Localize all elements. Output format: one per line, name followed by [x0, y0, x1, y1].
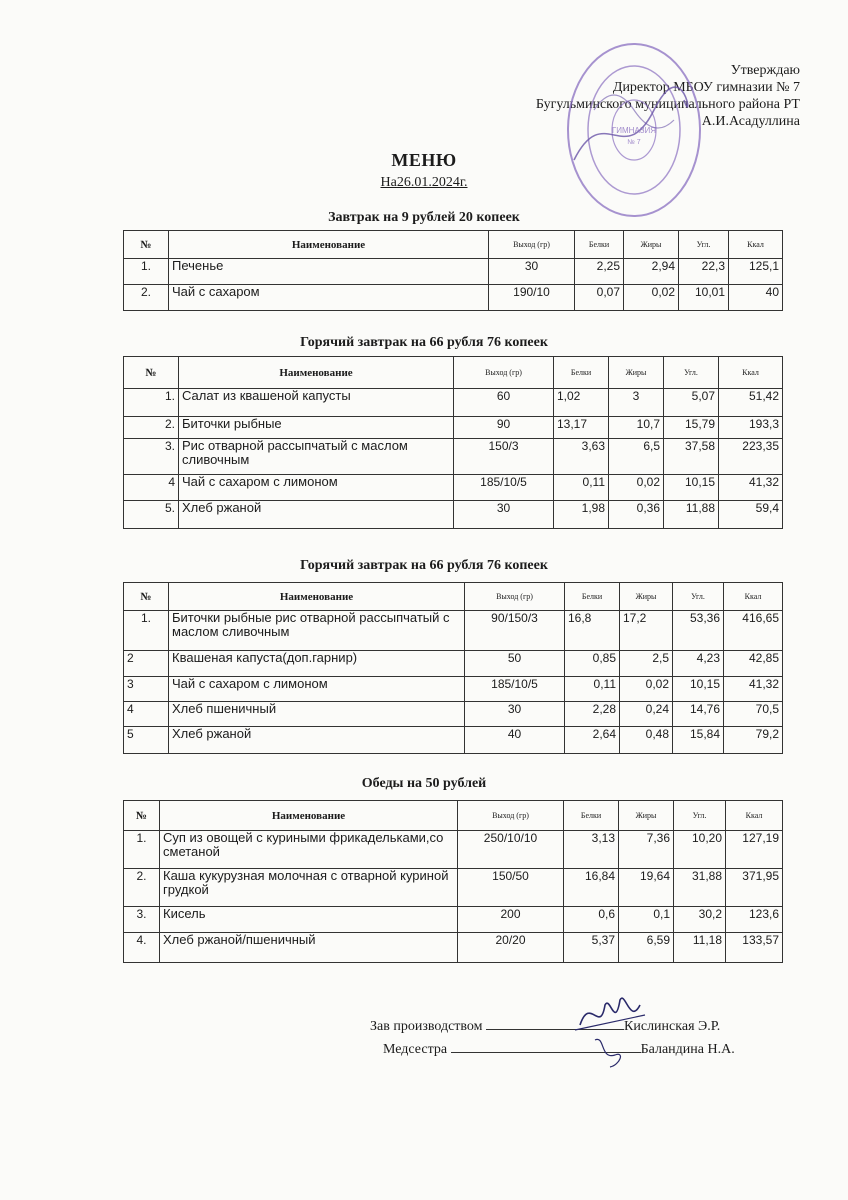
header-output: Выход (гр) [458, 801, 564, 831]
row-fat: 17,2 [620, 611, 673, 651]
row-protein: 0,85 [565, 651, 620, 677]
row-fat: 0,48 [620, 727, 673, 754]
section-title-hot-breakfast-1: Горячий завтрак на 66 рубля 76 копеек [300, 335, 548, 350]
row-num: 3. [124, 439, 179, 475]
row-protein: 3,63 [554, 439, 609, 475]
svg-text:ГИМНАЗИЯ: ГИМНАЗИЯ [611, 126, 657, 135]
table-row [124, 439, 783, 475]
table-row [124, 389, 783, 417]
menu-table-hot-breakfast-1 [123, 356, 783, 529]
row-carbs: 11,88 [664, 501, 719, 529]
row-protein: 2,28 [565, 702, 620, 727]
row-protein: 3,13 [564, 831, 619, 869]
row-kcal: 133,57 [726, 933, 783, 963]
header-fat: Жиры [619, 801, 674, 831]
table-header [124, 583, 783, 611]
row-output: 20/20 [458, 933, 564, 963]
header-name: Наименование [169, 231, 489, 259]
table-row [124, 869, 783, 907]
row-num: 1. [124, 259, 169, 285]
row-name: Хлеб пшеничный [169, 702, 465, 727]
approval-district: Бугульминского муниципального района РТ [535, 97, 800, 112]
row-carbs: 10,15 [664, 475, 719, 501]
table-row [124, 702, 783, 727]
header-name: Наименование [160, 801, 458, 831]
header-num: № [124, 357, 179, 389]
row-carbs: 5,07 [664, 389, 719, 417]
header-output: Выход (гр) [489, 231, 575, 259]
row-protein: 2,64 [565, 727, 620, 754]
row-output: 60 [454, 389, 554, 417]
row-name: Салат из квашеной капусты [179, 389, 454, 417]
row-fat: 0,1 [619, 907, 674, 933]
row-carbs: 4,23 [673, 651, 724, 677]
row-num: 1. [124, 831, 160, 869]
row-kcal: 371,95 [726, 869, 783, 907]
header-carbs: Угл. [679, 231, 729, 259]
row-protein: 0,6 [564, 907, 619, 933]
header-protein: Белки [575, 231, 624, 259]
row-kcal: 223,35 [719, 439, 783, 475]
row-output: 185/10/5 [465, 677, 565, 702]
row-fat: 6,59 [619, 933, 674, 963]
row-kcal: 41,32 [719, 475, 783, 501]
handwritten-signature [560, 985, 650, 1075]
header-kcal: Ккал [724, 583, 783, 611]
page-title: МЕНЮ [391, 150, 457, 170]
table-row [124, 475, 783, 501]
row-output: 30 [454, 501, 554, 529]
row-output: 90 [454, 417, 554, 439]
row-num: 2. [124, 285, 169, 311]
row-output: 50 [465, 651, 565, 677]
row-name: Хлеб ржаной [179, 501, 454, 529]
header-carbs: Угл. [674, 801, 726, 831]
header-num: № [124, 231, 169, 259]
header-fat: Жиры [609, 357, 664, 389]
row-kcal: 125,1 [729, 259, 783, 285]
header-fat: Жиры [624, 231, 679, 259]
row-carbs: 10,01 [679, 285, 729, 311]
row-fat: 6,5 [609, 439, 664, 475]
signature-role: Медсестра [383, 1042, 448, 1057]
row-name: Рис отварной рассыпчатый с маслом сливочным [179, 439, 454, 475]
table-row [124, 501, 783, 529]
row-num: 1. [124, 611, 169, 651]
row-num: 3. [124, 907, 160, 933]
table-header [124, 357, 783, 389]
table-row [124, 933, 783, 963]
row-num: 2. [124, 869, 160, 907]
row-carbs: 14,76 [673, 702, 724, 727]
row-num: 1. [124, 389, 179, 417]
row-fat: 0,02 [620, 677, 673, 702]
row-carbs: 53,36 [673, 611, 724, 651]
row-fat: 0,36 [609, 501, 664, 529]
row-kcal: 41,32 [724, 677, 783, 702]
row-kcal: 193,3 [719, 417, 783, 439]
header-output: Выход (гр) [465, 583, 565, 611]
table-row [124, 259, 783, 285]
section-title-hot-breakfast-2: Горячий завтрак на 66 рубля 76 копеек [300, 558, 548, 573]
table-row [124, 727, 783, 754]
row-carbs: 37,58 [664, 439, 719, 475]
row-protein: 5,37 [564, 933, 619, 963]
row-num: 5. [124, 501, 179, 529]
table-row [124, 907, 783, 933]
row-num: 4. [124, 933, 160, 963]
row-name: Каша кукурузная молочная с отварной куриной грудкой [160, 869, 458, 907]
approval-position: Директор МБОУ гимназии № 7 [612, 80, 800, 95]
row-name: Чай с сахаром с лимоном [169, 677, 465, 702]
row-output: 90/150/3 [465, 611, 565, 651]
table-row [124, 651, 783, 677]
menu-table-hot-breakfast-2 [123, 582, 783, 754]
row-carbs: 11,18 [674, 933, 726, 963]
row-output: 185/10/5 [454, 475, 554, 501]
row-kcal: 70,5 [724, 702, 783, 727]
table-row [124, 611, 783, 651]
header-name: Наименование [179, 357, 454, 389]
row-output: 150/50 [458, 869, 564, 907]
official-stamp [564, 40, 704, 220]
row-carbs: 15,79 [664, 417, 719, 439]
row-name: Суп из овощей с куриными фрикадельками,со сметаной [160, 831, 458, 869]
row-kcal: 51,42 [719, 389, 783, 417]
svg-text:№ 7: № 7 [627, 139, 641, 146]
row-kcal: 123,6 [726, 907, 783, 933]
row-output: 40 [465, 727, 565, 754]
row-carbs: 22,3 [679, 259, 729, 285]
row-fat: 0,02 [609, 475, 664, 501]
row-output: 200 [458, 907, 564, 933]
row-num: 3 [124, 677, 169, 702]
row-name: Чай с сахаром с лимоном [179, 475, 454, 501]
row-num: 5 [124, 727, 169, 754]
section-title-breakfast: Завтрак на 9 рублей 20 копеек [328, 210, 520, 225]
menu-table-lunch [123, 800, 783, 963]
row-protein: 1,02 [554, 389, 609, 417]
row-protein: 1,98 [554, 501, 609, 529]
table-row [124, 831, 783, 869]
row-num: 2. [124, 417, 179, 439]
header-kcal: Ккал [719, 357, 783, 389]
row-kcal: 40 [729, 285, 783, 311]
row-protein: 0,11 [565, 677, 620, 702]
row-name: Чай с сахаром [169, 285, 489, 311]
row-output: 190/10 [489, 285, 575, 311]
header-num: № [124, 583, 169, 611]
table-row [124, 285, 783, 311]
row-kcal: 127,19 [726, 831, 783, 869]
approval-director-name: А.И.Асадуллина [701, 114, 800, 129]
header-fat: Жиры [620, 583, 673, 611]
row-kcal: 59,4 [719, 501, 783, 529]
menu-date: На26.01.2024г. [380, 175, 468, 190]
row-carbs: 30,2 [674, 907, 726, 933]
header-name: Наименование [169, 583, 465, 611]
table-row [124, 677, 783, 702]
row-num: 4 [124, 702, 169, 727]
row-carbs: 10,20 [674, 831, 726, 869]
row-num: 2 [124, 651, 169, 677]
row-num: 4 [124, 475, 179, 501]
table-header [124, 801, 783, 831]
row-name: Биточки рыбные рис отварной рассыпчатый с маслом сливочным [169, 611, 465, 651]
signature-person: Баландина Н.А. [640, 1042, 735, 1057]
row-name: Хлеб ржаной/пшеничный [160, 933, 458, 963]
row-fat: 0,24 [620, 702, 673, 727]
row-name: Хлеб ржаной [169, 727, 465, 754]
row-protein: 0,07 [575, 285, 624, 311]
header-kcal: Ккал [729, 231, 783, 259]
row-fat: 19,64 [619, 869, 674, 907]
signature-role: Зав производством [370, 1019, 483, 1034]
row-kcal: 416,65 [724, 611, 783, 651]
row-output: 150/3 [454, 439, 554, 475]
row-protein: 2,25 [575, 259, 624, 285]
approval-label: Утверждаю [730, 63, 800, 78]
header-protein: Белки [565, 583, 620, 611]
row-output: 30 [489, 259, 575, 285]
header-protein: Белки [554, 357, 609, 389]
header-output: Выход (гр) [454, 357, 554, 389]
row-name: Печенье [169, 259, 489, 285]
row-protein: 16,8 [565, 611, 620, 651]
row-fat: 2,5 [620, 651, 673, 677]
header-kcal: Ккал [726, 801, 783, 831]
row-fat: 3 [609, 389, 664, 417]
row-name: Биточки рыбные [179, 417, 454, 439]
row-kcal: 79,2 [724, 727, 783, 754]
table-row [124, 417, 783, 439]
row-fat: 2,94 [624, 259, 679, 285]
table-header [124, 231, 783, 259]
row-output: 30 [465, 702, 565, 727]
row-carbs: 10,15 [673, 677, 724, 702]
row-protein: 16,84 [564, 869, 619, 907]
row-name: Кисель [160, 907, 458, 933]
row-fat: 0,02 [624, 285, 679, 311]
row-protein: 13,17 [554, 417, 609, 439]
header-num: № [124, 801, 160, 831]
row-name: Квашеная капуста(доп.гарнир) [169, 651, 465, 677]
menu-table-breakfast [123, 230, 783, 311]
section-title-lunch: Обеды на 50 рублей [361, 776, 487, 791]
row-output: 250/10/10 [458, 831, 564, 869]
header-carbs: Угл. [673, 583, 724, 611]
row-fat: 7,36 [619, 831, 674, 869]
row-protein: 0,11 [554, 475, 609, 501]
row-fat: 10,7 [609, 417, 664, 439]
header-carbs: Угл. [664, 357, 719, 389]
header-protein: Белки [564, 801, 619, 831]
signature-person: Кислинская Э.Р. [624, 1019, 721, 1034]
row-carbs: 15,84 [673, 727, 724, 754]
row-kcal: 42,85 [724, 651, 783, 677]
row-carbs: 31,88 [674, 869, 726, 907]
